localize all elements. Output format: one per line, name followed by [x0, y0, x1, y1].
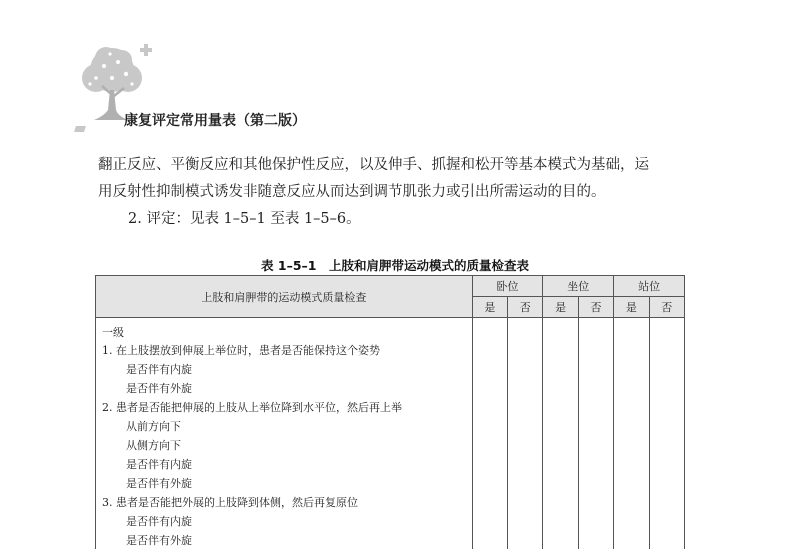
yes-check-cell[interactable]: [543, 492, 578, 511]
no-check-cell[interactable]: [508, 378, 543, 397]
yes-check-cell[interactable]: [614, 318, 649, 341]
no-check-cell[interactable]: [508, 511, 543, 530]
row-item-text: 1. 在上肢摆放到伸展上举位时，患者是否能保持这个姿势: [96, 340, 473, 359]
no-check-cell[interactable]: [649, 397, 684, 416]
yes-check-cell[interactable]: [614, 454, 649, 473]
yes-check-cell[interactable]: [614, 340, 649, 359]
yes-check-cell[interactable]: [472, 511, 507, 530]
header-group-sitting: 坐位: [543, 276, 614, 297]
yes-check-cell[interactable]: [543, 473, 578, 492]
body-line: 翻正反应、平衡反应和其他保护性反应，以及伸手、抓握和松开等基本模式为基础，运: [98, 157, 649, 173]
no-check-cell[interactable]: [649, 318, 684, 341]
no-check-cell[interactable]: [578, 378, 613, 397]
yes-check-cell[interactable]: [472, 318, 507, 341]
no-check-cell[interactable]: [508, 340, 543, 359]
body-line: 用反射性抑制模式诱发非随意反应从而达到调节肌张力或引出所需运动的目的。: [98, 184, 606, 200]
row-item-text: 3. 患者是否能把外展的上肢降到体侧，然后再复原位: [96, 492, 473, 511]
table-row: [96, 397, 685, 416]
header-group-lying: 卧位: [472, 276, 543, 297]
yes-check-cell[interactable]: [614, 473, 649, 492]
running-header-title: 康复评定常用量表（第二版）: [124, 113, 306, 129]
row-item-text: 是否伴有内旋: [96, 359, 473, 378]
table-row: [96, 473, 685, 492]
table-row: [96, 511, 685, 530]
yes-check-cell[interactable]: [543, 378, 578, 397]
no-check-cell[interactable]: [578, 492, 613, 511]
no-check-cell[interactable]: [649, 340, 684, 359]
table-row: [96, 416, 685, 435]
yes-check-cell[interactable]: [472, 340, 507, 359]
no-check-cell[interactable]: [578, 473, 613, 492]
table-row: [96, 378, 685, 397]
no-check-cell[interactable]: [578, 530, 613, 549]
no-check-cell[interactable]: [508, 397, 543, 416]
quality-check-table: [95, 275, 685, 549]
table-row: [96, 454, 685, 473]
yes-check-cell[interactable]: [543, 340, 578, 359]
row-item-text: 是否伴有外旋: [96, 473, 473, 492]
yes-check-cell[interactable]: [543, 359, 578, 378]
yes-check-cell[interactable]: [472, 530, 507, 549]
row-item-text: 是否伴有内旋: [96, 454, 473, 473]
body-paragraph: [98, 152, 698, 233]
header-item-cell: 上肢和肩胛带的运动模式质量检查: [96, 276, 473, 318]
yes-check-cell[interactable]: [543, 318, 578, 341]
row-item-text: 是否伴有外旋: [96, 378, 473, 397]
no-check-cell[interactable]: [578, 359, 613, 378]
header-no: 否: [649, 297, 684, 318]
row-item-text: 2. 患者是否能把伸展的上肢从上举位降到水平位，然后再上举: [96, 397, 473, 416]
yes-check-cell[interactable]: [472, 492, 507, 511]
yes-check-cell[interactable]: [543, 530, 578, 549]
table-row: [96, 359, 685, 378]
table-caption: 表 1–5–1 上肢和肩胛带运动模式的质量检查表: [261, 258, 529, 273]
row-item-text: 从前方向下: [96, 416, 473, 435]
no-check-cell[interactable]: [649, 435, 684, 454]
no-check-cell[interactable]: [649, 454, 684, 473]
no-check-cell[interactable]: [508, 435, 543, 454]
yes-check-cell[interactable]: [543, 454, 578, 473]
row-item-text: 是否伴有外旋: [96, 530, 473, 549]
yes-check-cell[interactable]: [614, 511, 649, 530]
header-yes: 是: [543, 297, 578, 318]
table-row: [96, 340, 685, 359]
header-yes: 是: [614, 297, 649, 318]
no-check-cell[interactable]: [508, 359, 543, 378]
table-row: [96, 318, 685, 341]
no-check-cell[interactable]: [508, 454, 543, 473]
no-check-cell[interactable]: [578, 511, 613, 530]
no-check-cell[interactable]: [649, 378, 684, 397]
table-row: [96, 435, 685, 454]
body-line: 2. 评定：见表 1–5–1 至表 1–5–6。: [128, 211, 361, 227]
header-no: 否: [508, 297, 543, 318]
no-check-cell[interactable]: [578, 340, 613, 359]
row-item-text: 是否伴有内旋: [96, 511, 473, 530]
no-check-cell[interactable]: [649, 473, 684, 492]
no-check-cell[interactable]: [578, 454, 613, 473]
no-check-cell[interactable]: [508, 318, 543, 341]
no-check-cell[interactable]: [649, 492, 684, 511]
yes-check-cell[interactable]: [614, 378, 649, 397]
no-check-cell[interactable]: [649, 511, 684, 530]
no-check-cell[interactable]: [578, 435, 613, 454]
table-row: [96, 492, 685, 511]
yes-check-cell[interactable]: [472, 454, 507, 473]
no-check-cell[interactable]: [578, 397, 613, 416]
yes-check-cell[interactable]: [543, 397, 578, 416]
yes-check-cell[interactable]: [614, 435, 649, 454]
yes-check-cell[interactable]: [614, 530, 649, 549]
no-check-cell[interactable]: [508, 530, 543, 549]
yes-check-cell[interactable]: [472, 435, 507, 454]
yes-check-cell[interactable]: [472, 416, 507, 435]
yes-check-cell[interactable]: [472, 473, 507, 492]
yes-check-cell[interactable]: [614, 359, 649, 378]
table-row: [96, 530, 685, 549]
no-check-cell[interactable]: [508, 492, 543, 511]
header-group-standing: 站位: [614, 276, 685, 297]
yes-check-cell[interactable]: [614, 416, 649, 435]
row-item-text: 从侧方向下: [96, 435, 473, 454]
yes-check-cell[interactable]: [543, 416, 578, 435]
no-check-cell[interactable]: [508, 473, 543, 492]
row-item-text: 一级: [96, 318, 473, 341]
header-yes: 是: [472, 297, 507, 318]
no-check-cell[interactable]: [578, 416, 613, 435]
no-check-cell[interactable]: [649, 530, 684, 549]
yes-check-cell[interactable]: [543, 511, 578, 530]
yes-check-cell[interactable]: [614, 397, 649, 416]
no-check-cell[interactable]: [649, 359, 684, 378]
no-check-cell[interactable]: [578, 318, 613, 341]
no-check-cell[interactable]: [649, 416, 684, 435]
table-body: [96, 318, 685, 550]
no-check-cell[interactable]: [508, 416, 543, 435]
yes-check-cell[interactable]: [472, 359, 507, 378]
yes-check-cell[interactable]: [472, 397, 507, 416]
yes-check-cell[interactable]: [472, 378, 507, 397]
header-no: 否: [578, 297, 613, 318]
yes-check-cell[interactable]: [614, 492, 649, 511]
yes-check-cell[interactable]: [543, 435, 578, 454]
